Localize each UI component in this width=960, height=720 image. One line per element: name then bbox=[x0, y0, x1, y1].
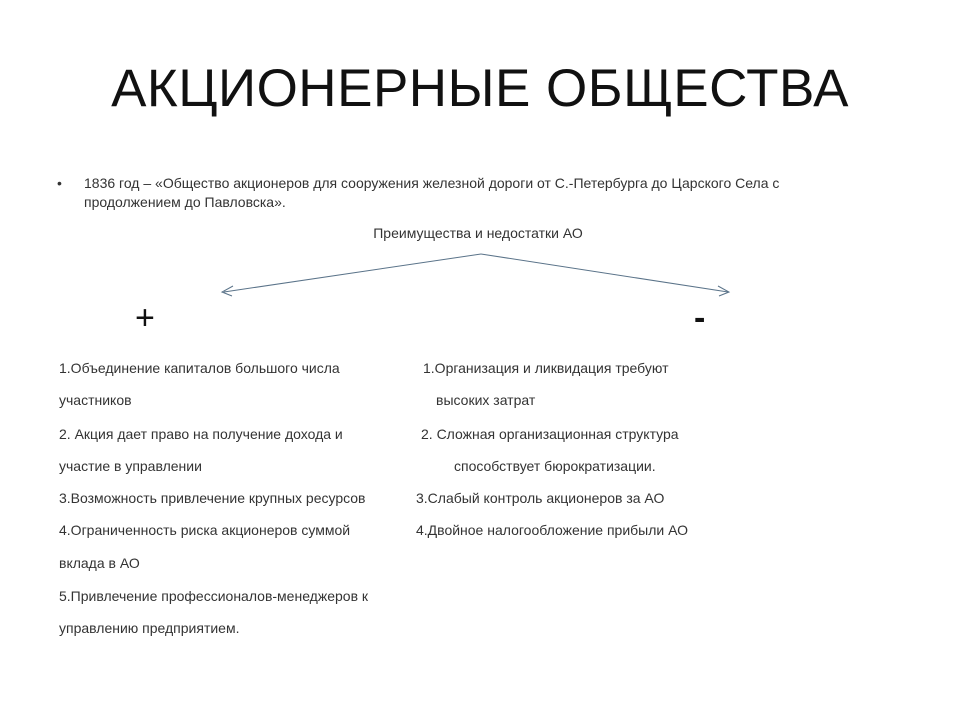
minus-sign: - bbox=[694, 299, 706, 337]
left-arrow-line bbox=[224, 254, 481, 292]
advantage-line-3: 2. Акция дает право на получение дохода и bbox=[59, 426, 343, 442]
disadvantage-line-4: способствует бюрократизации. bbox=[454, 458, 656, 474]
advantage-line-2: участников bbox=[59, 392, 132, 408]
advantage-line-6: 4.Ограниченность риска акционеров суммой bbox=[59, 522, 351, 538]
disadvantage-line-6: 4.Двойное налогообложение прибыли АО bbox=[416, 522, 689, 538]
bullet-text-line-1: 1836 год – «Общество акционеров для сооружения железной дороги от С.-Петербурга до Царского Села с bbox=[84, 175, 780, 191]
bullet-text-line-2: продолжением до Павловска». bbox=[84, 194, 286, 210]
right-arrow-line bbox=[481, 254, 728, 292]
disadvantage-line-1: 1.Организация и ликвидация требуют bbox=[423, 360, 669, 376]
advantage-line-5: 3.Возможность привлечение крупных ресурсов bbox=[59, 490, 366, 506]
advantage-line-4: участие в управлении bbox=[59, 458, 202, 474]
bullet-marker: • bbox=[57, 175, 62, 191]
slide-title: АКЦИОНЕРНЫЕ ОБЩЕСТВА bbox=[111, 59, 849, 118]
disadvantage-line-5: 3.Слабый контроль акционеров за АО bbox=[416, 490, 665, 506]
disadvantage-line-3: 2. Сложная организационная структура bbox=[421, 426, 679, 442]
disadvantage-line-2: высоких затрат bbox=[436, 392, 536, 408]
subtitle: Преимущества и недостатки АО bbox=[373, 225, 583, 241]
advantage-line-1: 1.Объединение капиталов большого числа bbox=[59, 360, 340, 376]
advantage-line-7: вклада в АО bbox=[59, 555, 140, 571]
advantage-line-8: 5.Привлечение профессионалов-менеджеров к bbox=[59, 588, 369, 604]
advantage-line-9: управлению предприятием. bbox=[59, 620, 240, 636]
plus-sign: + bbox=[135, 299, 155, 337]
